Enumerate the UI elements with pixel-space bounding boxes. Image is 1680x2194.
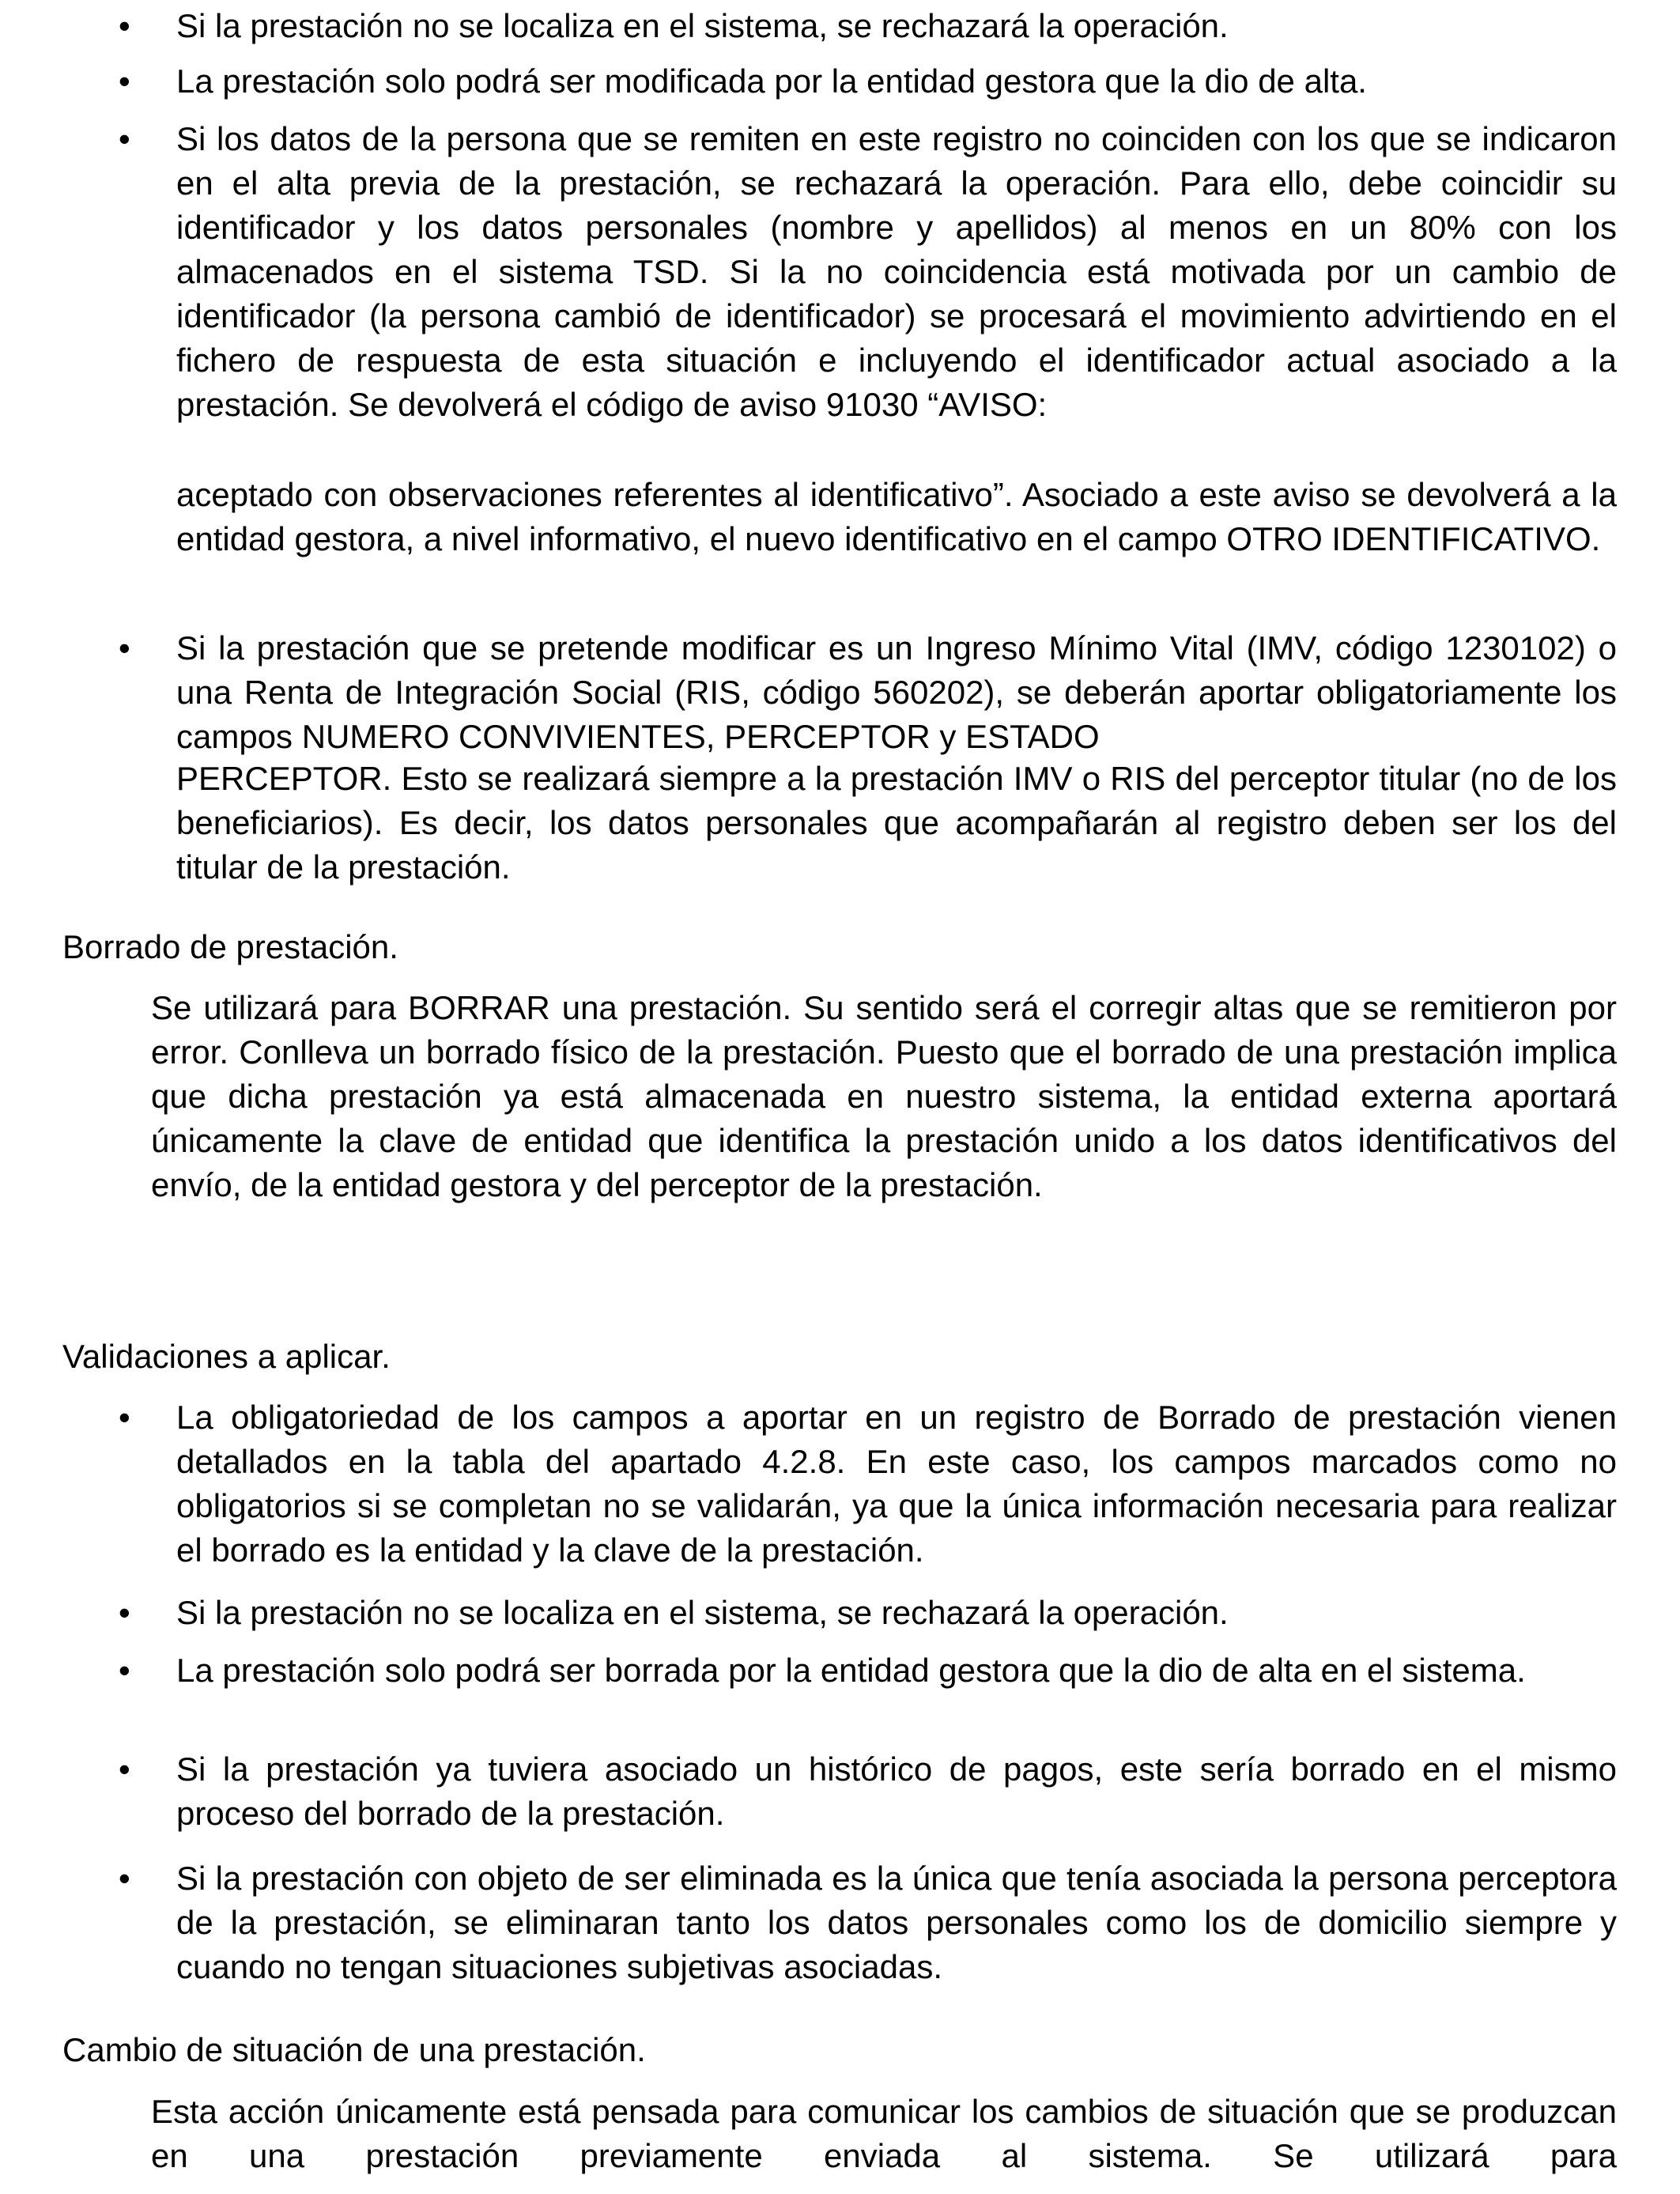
list-item: La obligatoriedad de los campos a aportar en un registro de Borrado de prestación vienen detallados en la tabla del apartado 4.2.8. En este caso, los campos marcados como no obligatorios si se completan no se validarán, ya que la única información necesaria para realizar el borrado es la entidad y la clave de la prestación. <box>176 1399 1617 1569</box>
bullet-marker: • <box>119 1652 130 1689</box>
list-item-continuation: PERCEPTOR. Esto se realizará siempre a la prestación IMV o RIS del perceptor titular (no de los beneficiarios). Es decir, los datos personales que acompañarán al registro deben ser los del titular de la prestación. <box>176 760 1617 886</box>
paragraph-cambio: Esta acción únicamente está pensada para comunicar los cambios de situación que se produzcan en una prestación previamente enviada al sistema. Se utilizará para <box>151 2093 1617 2174</box>
list-item: Si los datos de la persona que se remiten en este registro no coinciden con los que se indicaron en el alta previa de la prestación, se rechazará la operación. Para ello, debe coincidir su identificador y los datos personales (nombre y apellidos) al menos en un 80% con los almacenados en el sistema TSD. Si la no coincidencia está motivada por un cambio de identificador (la persona cambió de identificador) se procesará el movimiento advirtiendo en el fichero de respuesta de esta situación e incluyendo el identificador actual asociado a la prestación. Se devolverá el código de aviso 91030 “AVISO: <box>176 120 1617 423</box>
bullet-marker: • <box>119 7 130 44</box>
list-item: La prestación solo podrá ser borrada por la entidad gestora que la dio de alta en el sistema. <box>176 1652 1526 1689</box>
list-item-continuation: aceptado con observaciones referentes al identificativo”. Asociado a este aviso se devolverá a la entidad gestora, a nivel informativo, el nuevo identificativo en el campo OTRO IDENTIFICATIVO. <box>176 476 1617 557</box>
list-item: Si la prestación que se pretende modificar es un Ingreso Mínimo Vital (IMV, código 1230102) o una Renta de Integración Social (RIS, código 560202), se deberán aportar obligatoriamente los campos NUMERO CONVIVIENTES, PERCEPTOR y ESTADO <box>176 629 1617 755</box>
list-item: Si la prestación no se localiza en el sistema, se rechazará la operación. <box>176 7 1229 44</box>
list-item: Si la prestación con objeto de ser eliminada es la única que tenía asociada la persona perceptora de la prestación, se eliminaran tanto los datos personales como los de domicilio siempre y cuando no tengan situaciones subjetivas asociadas. <box>176 1860 1617 1985</box>
bullet-marker: • <box>119 1594 130 1631</box>
bullet-marker: • <box>119 1860 130 1897</box>
bullet-marker: • <box>119 62 130 100</box>
section-heading-validaciones: Validaciones a aplicar. <box>62 1338 391 1375</box>
bullet-marker: • <box>119 120 130 157</box>
bullet-marker: • <box>119 629 130 667</box>
bullet-marker: • <box>119 1750 130 1788</box>
bullet-marker: • <box>119 1399 130 1436</box>
section-heading-borrado: Borrado de prestación. <box>62 928 398 965</box>
section-heading-cambio: Cambio de situación de una prestación. <box>62 2031 646 2068</box>
list-item: Si la prestación ya tuviera asociado un histórico de pagos, este sería borrado en el mismo proceso del borrado de la prestación. <box>176 1750 1617 1832</box>
paragraph-borrado: Se utilizará para BORRAR una prestación. Su sentido será el corregir altas que se remitieron por error. Conlleva un borrado físico de la prestación. Puesto que el borrado de una prestación implica que dicha prestación ya está almacenada en nuestro sistema, la entidad externa aportará únicamente la clave de entidad que identifica la prestación unido a los datos identificativos del envío, de la entidad gestora y del perceptor de la prestación. <box>151 989 1617 1203</box>
list-item: La prestación solo podrá ser modificada por la entidad gestora que la dio de alta. <box>176 62 1367 100</box>
list-item: Si la prestación no se localiza en el sistema, se rechazará la operación. <box>176 1594 1229 1631</box>
